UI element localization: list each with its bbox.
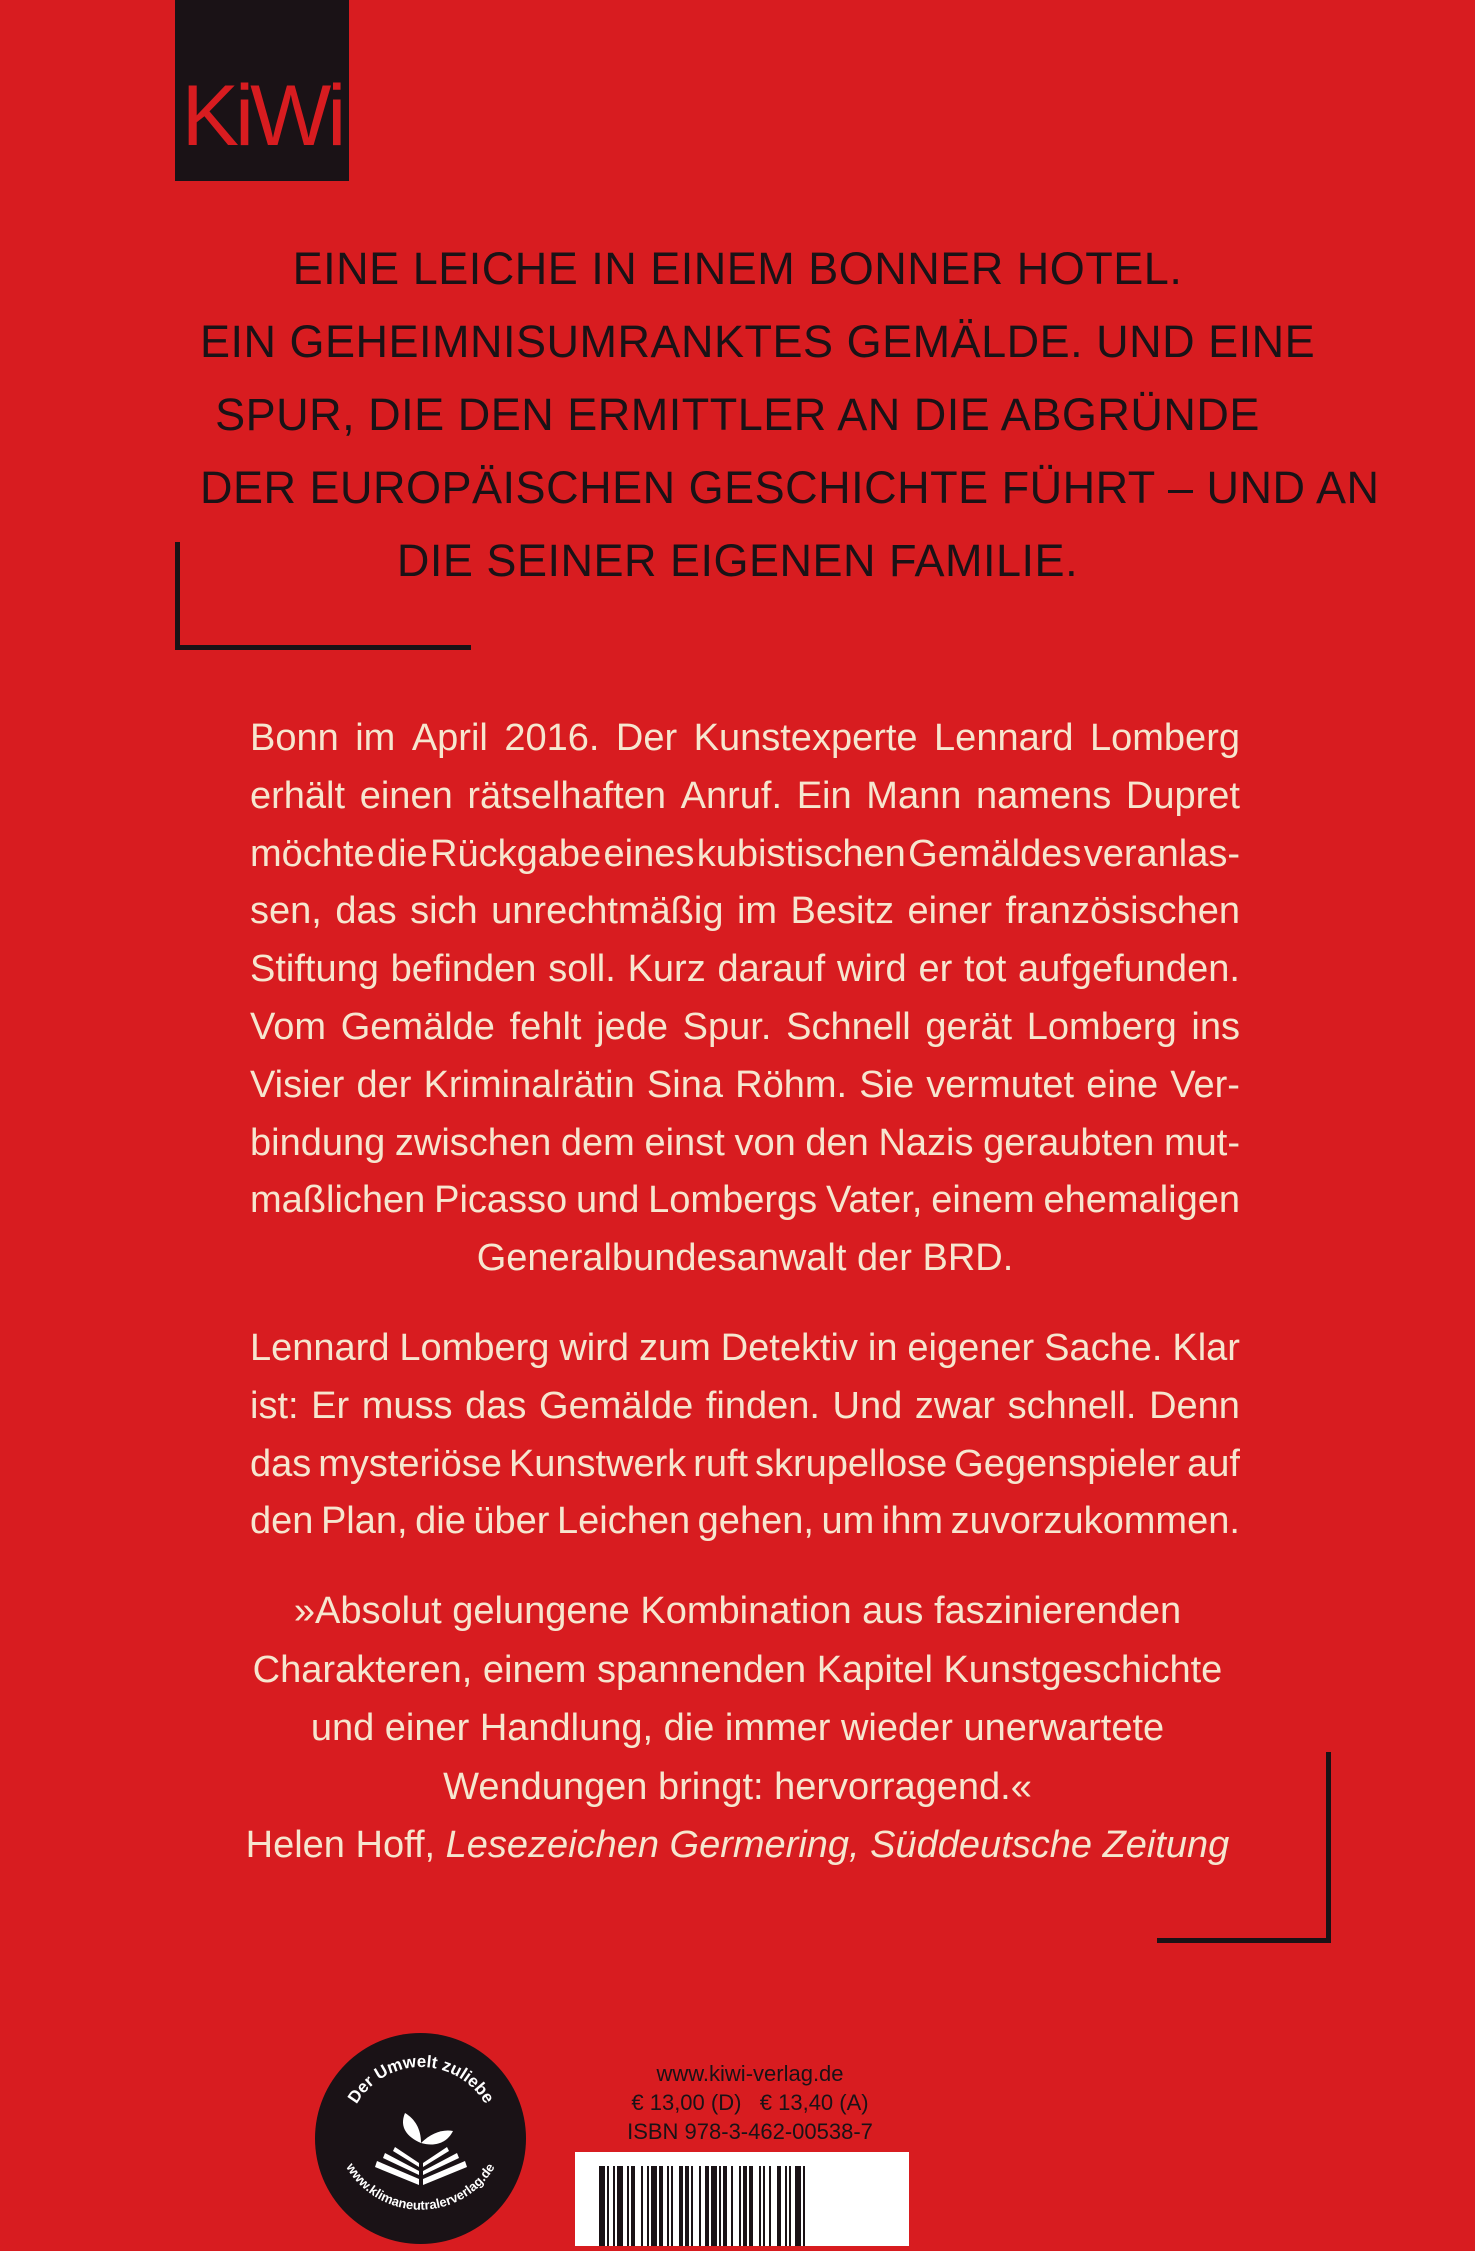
word: das xyxy=(465,1384,527,1427)
barcode-bar xyxy=(795,2166,801,2246)
barcode-bar xyxy=(789,2166,791,2246)
word: Picasso xyxy=(434,1179,568,1222)
word: dem xyxy=(560,1121,635,1164)
quote-line: Charakteren, einem spannenden Kapitel Kunstgeschichte xyxy=(252,1648,1223,1691)
word: ehemaligen xyxy=(1043,1179,1240,1222)
seal-bottom-text: www.klimaneutralerverlag.de xyxy=(343,2160,498,2213)
headline-line: EIN GEHEIMNISUMRANKTES GEMÄLDE. UND EINE xyxy=(200,316,1316,367)
word: Sina xyxy=(646,1063,723,1106)
word: von xyxy=(734,1121,796,1164)
word: Ver- xyxy=(1170,1063,1240,1106)
barcode-bar xyxy=(749,2166,753,2246)
quote-attribution xyxy=(200,1816,1275,1875)
blurb-line xyxy=(250,826,1240,884)
quote-line: und einer Handlung, die immer wieder unerwartete xyxy=(310,1707,1165,1749)
word: Detektiv xyxy=(720,1327,858,1369)
word: sen, xyxy=(250,890,322,933)
word: skrupellose xyxy=(755,1442,948,1485)
word: möchte xyxy=(250,832,375,875)
barcode-bar xyxy=(719,2166,721,2246)
word: um xyxy=(821,1500,875,1543)
word: Rückgabe xyxy=(430,832,602,875)
barcode-bar xyxy=(705,2166,709,2246)
publisher-info xyxy=(600,2059,900,2146)
word: und xyxy=(575,1179,640,1222)
blurb-line xyxy=(250,1115,1240,1173)
barcode-bar xyxy=(743,2166,747,2246)
word: ruft xyxy=(693,1442,749,1485)
word: Nazis xyxy=(878,1121,974,1164)
blurb-line xyxy=(250,1493,1240,1551)
word: Lennard xyxy=(934,717,1074,759)
word: Kurz xyxy=(627,948,706,991)
word: darauf xyxy=(717,948,826,991)
book-leaf-icon xyxy=(375,2113,467,2185)
word: mut- xyxy=(1164,1121,1240,1164)
word: namens xyxy=(976,774,1112,817)
word: das xyxy=(335,890,397,933)
barcode-bar xyxy=(627,2166,629,2246)
word: die xyxy=(415,1500,466,1543)
blurb-line xyxy=(250,710,1240,768)
word: die xyxy=(376,832,428,875)
word: zum xyxy=(638,1327,711,1369)
barcode-bar xyxy=(691,2166,693,2246)
word: tot xyxy=(964,948,1007,991)
word: Lomberg xyxy=(399,1327,550,1369)
word: vermutet xyxy=(926,1063,1075,1106)
word: Klar xyxy=(1172,1327,1240,1369)
barcode-bar xyxy=(785,2166,787,2246)
barcode-bar xyxy=(731,2166,733,2246)
barcode-bar xyxy=(607,2166,609,2246)
word: Lennard xyxy=(250,1327,390,1369)
word: schnell. xyxy=(1007,1384,1137,1427)
barcode-bar xyxy=(679,2166,683,2246)
word: eigener xyxy=(907,1327,1035,1369)
quote-source: Lesezeichen Germering, Süddeutsche Zeitung xyxy=(445,1824,1230,1866)
word: mysteriöse xyxy=(318,1442,502,1485)
word: veranlas- xyxy=(1083,832,1240,875)
seal-graphic xyxy=(315,2033,526,2244)
headline xyxy=(200,232,1380,597)
barcode-bar xyxy=(671,2166,673,2246)
word: befinden xyxy=(390,948,537,991)
word: Gemäldes xyxy=(908,832,1082,875)
word: Kunstwerk xyxy=(508,1442,687,1485)
word: zuvorzukommen. xyxy=(950,1500,1240,1543)
word: das xyxy=(250,1442,312,1485)
barcode-bar xyxy=(617,2166,623,2246)
word: Denn xyxy=(1149,1384,1240,1427)
word: der xyxy=(356,1063,412,1106)
isbn-label: ISBN 978-3-462-00538-7 xyxy=(627,2119,873,2144)
word: Lomberg xyxy=(1026,1005,1177,1048)
word: Schnell xyxy=(786,1005,911,1048)
decorative-bracket-bottom-right-base xyxy=(1157,1938,1331,1943)
word: im xyxy=(736,890,778,933)
barcode-bar xyxy=(739,2166,741,2246)
word: Vom xyxy=(250,1005,327,1048)
blurb-line xyxy=(250,1057,1240,1115)
word: im xyxy=(355,717,396,759)
word: zwischen xyxy=(394,1121,552,1164)
climate-neutral-seal xyxy=(315,2033,526,2244)
word: einer xyxy=(907,890,993,933)
barcode-bar xyxy=(631,2166,635,2246)
quote-author: Helen Hoff, xyxy=(245,1824,446,1866)
word: aufgefunden. xyxy=(1018,948,1240,991)
barcode-bar xyxy=(641,2166,643,2246)
decorative-bracket-top-left xyxy=(175,542,180,650)
word: April xyxy=(411,717,488,759)
word: erhält xyxy=(250,774,346,817)
blurb-line xyxy=(250,1378,1240,1436)
word: Sache. xyxy=(1044,1327,1163,1369)
headline-line: SPUR, DIE DEN ERMITTLER AN DIE ABGRÜNDE xyxy=(215,389,1260,440)
barcode-bar xyxy=(699,2166,701,2246)
headline-line: DIE SEINER EIGENEN FAMILIE. xyxy=(396,535,1079,586)
barcode-bar xyxy=(769,2166,771,2246)
quote-line: »Absolut gelungene Kombination aus faszinierenden xyxy=(293,1590,1182,1632)
word: Plan, xyxy=(320,1500,408,1543)
word: Er xyxy=(311,1384,350,1427)
word: 2016. xyxy=(504,717,600,759)
word: gehen, xyxy=(697,1500,814,1543)
seal-top-text: Der Umwelt zuliebe xyxy=(343,2051,499,2107)
word: einen xyxy=(359,774,453,817)
word: Stiftung xyxy=(250,948,379,991)
word: in xyxy=(867,1327,898,1369)
kiwi-logo: KiWi xyxy=(175,0,349,181)
word: Spur. xyxy=(682,1005,772,1048)
barcode-bar xyxy=(759,2166,761,2246)
word: Kriminalrätin xyxy=(423,1063,635,1106)
blurb-line xyxy=(250,1436,1240,1494)
word: Gemälde xyxy=(539,1384,694,1427)
blurb-line xyxy=(250,883,1240,941)
barcode-bar xyxy=(599,2166,605,2246)
barcode-bar xyxy=(723,2166,727,2246)
word: Gegenspieler xyxy=(954,1442,1181,1485)
word: Vater, xyxy=(825,1179,923,1222)
barcode-bar xyxy=(777,2166,781,2246)
barcode-bar xyxy=(763,2166,765,2246)
word: muss xyxy=(361,1384,453,1427)
word: Ein xyxy=(796,774,852,817)
word: auf xyxy=(1187,1442,1240,1485)
barcode-bar xyxy=(613,2166,615,2246)
word: Besitz xyxy=(790,890,895,933)
word: fehlt xyxy=(509,1005,582,1048)
word: rätselhaften xyxy=(467,774,666,817)
word: Kunstexperte xyxy=(693,717,918,759)
headline-line: DER EUROPÄISCHEN GESCHICHTE FÜHRT – UND AN xyxy=(200,462,1380,513)
word: Sie xyxy=(859,1063,915,1106)
barcode-bar xyxy=(667,2166,669,2246)
word: ins xyxy=(1191,1005,1240,1048)
word: kubistischen xyxy=(696,832,906,875)
word: sich xyxy=(410,890,478,933)
word: Röhm. xyxy=(735,1063,848,1106)
decorative-bracket-top-left-base xyxy=(175,645,471,650)
word: über xyxy=(473,1500,550,1543)
blurb-line xyxy=(250,1172,1240,1230)
barcode-bar xyxy=(647,2166,649,2246)
word: Visier xyxy=(250,1063,345,1106)
word: Dupret xyxy=(1125,774,1240,817)
headline-line: EINE LEICHE IN EINEM BONNER HOTEL. xyxy=(292,243,1183,294)
word: er xyxy=(918,948,953,991)
word: gerät xyxy=(925,1005,1013,1048)
publisher-website: www.kiwi-verlag.de xyxy=(656,2061,844,2086)
word: eines xyxy=(603,832,695,875)
word: wird xyxy=(836,948,907,991)
word: einem xyxy=(931,1179,1035,1222)
price-label: € 13,00 (D) € 13,40 (A) xyxy=(631,2090,869,2115)
word: wird xyxy=(559,1327,630,1369)
blurb-line xyxy=(250,768,1240,826)
barcode-bars xyxy=(575,2152,909,2246)
word: einst xyxy=(644,1121,725,1164)
word: Lomberg xyxy=(1090,717,1240,759)
word: französischen xyxy=(1005,890,1240,933)
word: finden. xyxy=(705,1384,820,1427)
barcode-bar xyxy=(803,2166,805,2246)
barcode-bar xyxy=(711,2166,717,2246)
quote-line: Wendungen bringt: hervorragend.« xyxy=(443,1765,1032,1808)
word: Der xyxy=(615,717,678,759)
word: den xyxy=(805,1121,869,1164)
word: soll. xyxy=(548,948,616,991)
word: ihm xyxy=(881,1500,944,1543)
word: Und xyxy=(832,1384,903,1427)
word: Anruf. xyxy=(680,774,783,817)
word: maßlichen xyxy=(250,1179,426,1222)
word: Gemälde xyxy=(340,1005,495,1048)
blurb-line xyxy=(250,999,1240,1057)
word: bindung xyxy=(250,1121,386,1164)
blurb-line xyxy=(250,1320,1240,1378)
blurb-paragraph-1 xyxy=(250,710,1240,1288)
word: Mann xyxy=(866,774,962,817)
word: ist: xyxy=(250,1384,299,1427)
word: unrechtmäßig xyxy=(491,890,724,933)
word: Bonn xyxy=(250,717,339,759)
blurb-paragraph-2 xyxy=(250,1320,1240,1551)
word: Leichen xyxy=(557,1500,691,1543)
decorative-bracket-bottom-right xyxy=(1326,1752,1331,1943)
word: jede xyxy=(596,1005,668,1048)
review-quote xyxy=(200,1582,1275,1875)
blurb-line: Generalbundesanwalt der BRD. xyxy=(476,1237,1014,1280)
word: Lombergs xyxy=(648,1179,818,1222)
word: geraubten xyxy=(983,1121,1155,1164)
barcode-bar xyxy=(651,2166,657,2246)
word: eine xyxy=(1086,1063,1159,1106)
blurb-line xyxy=(250,941,1240,999)
barcode-bar xyxy=(685,2166,689,2246)
word: zwar xyxy=(914,1384,996,1427)
barcode xyxy=(575,2152,909,2246)
barcode-bar xyxy=(659,2166,663,2246)
word: den xyxy=(250,1500,314,1543)
